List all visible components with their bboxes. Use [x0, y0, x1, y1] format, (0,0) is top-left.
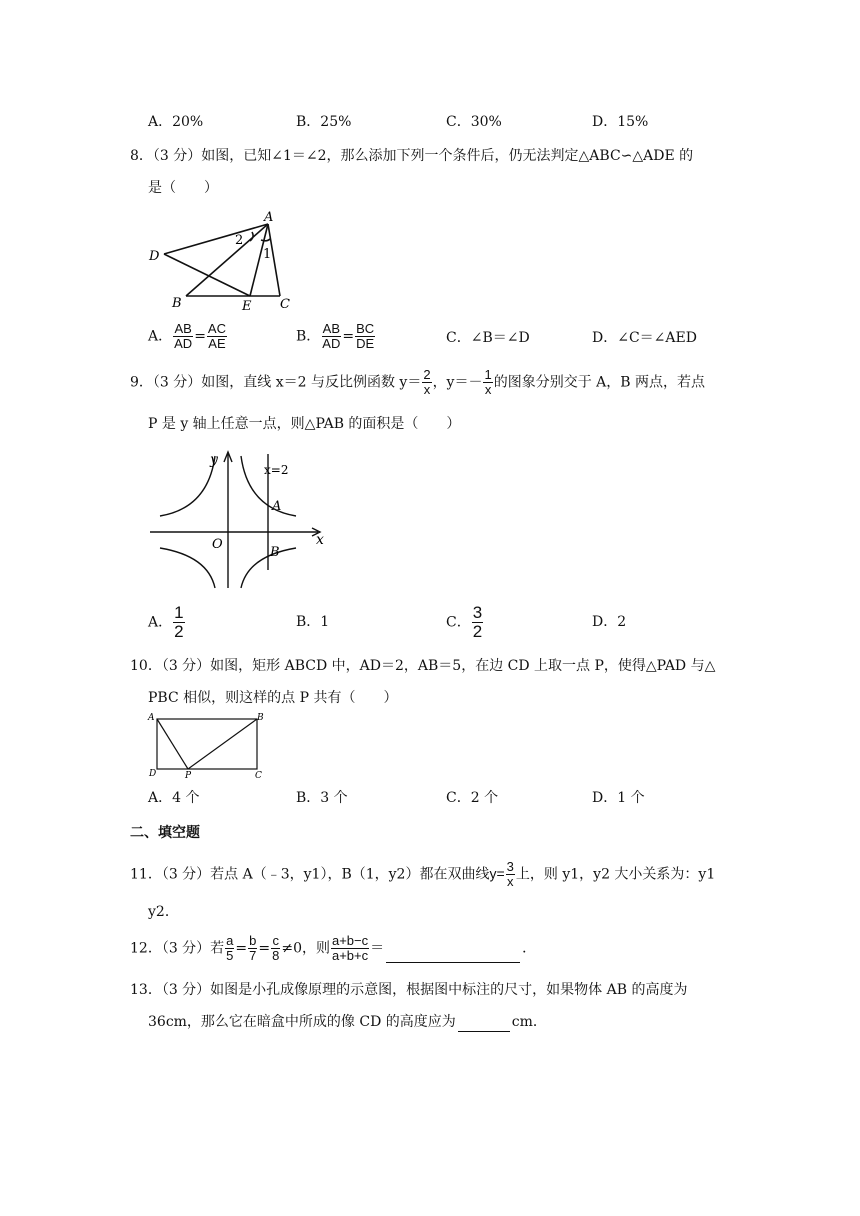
q10-option-a: A．4 个	[148, 790, 200, 806]
q8-option-c: C．∠B＝∠D	[446, 330, 530, 346]
q10-label-c: C	[255, 771, 262, 781]
q11-stem-pre: 11．（3 分）若点 A（﹣3，y1），B（1，y2）都在双曲线	[130, 866, 490, 883]
q11-stem-line1	[130, 860, 715, 889]
q8-label-b: B	[172, 296, 182, 311]
q10-option-b: B．3 个	[296, 790, 348, 806]
q8-a-den1: AD	[174, 336, 193, 351]
q13-stem-line2	[148, 1012, 547, 1032]
q12-b-num: b	[249, 933, 257, 948]
q9-c-num: 3	[472, 603, 483, 622]
q10-label-p: P	[185, 771, 192, 781]
q8-a-num1: AB	[174, 321, 192, 336]
q8-label-c: C	[280, 297, 290, 312]
q12-eq: ＝	[370, 940, 385, 957]
q9-option-b: B．1	[296, 614, 330, 630]
q9-frac2-num: 1	[484, 367, 492, 382]
q9-stem-mid: ，y＝－	[432, 374, 483, 391]
q11-frac-den: x	[507, 874, 514, 889]
q10-stem-line2: PBC 相似，则这样的点 P 共有（ ）	[148, 690, 398, 706]
q8-triangle-figure	[146, 210, 306, 314]
q8-option-b-prefix: B．	[296, 328, 321, 345]
q8-label-1: 1	[263, 247, 272, 262]
q9-option-a-prefix: A．	[148, 614, 173, 631]
q10-option-c: C．2 个	[446, 790, 499, 806]
q12-neq: ≠0，则	[281, 940, 330, 957]
q8-label-a: A	[264, 210, 274, 225]
q8-stem-line1: 8．（3 分）如图，已知∠1＝∠2，那么添加下列一个条件后，仍无法判定△ABC∽△ADE 的	[130, 148, 694, 164]
q12-end: ．	[522, 940, 537, 957]
q10-label-a: A	[148, 713, 155, 723]
q12-a-num: a	[226, 933, 234, 948]
q8-option-a-prefix: A．	[148, 328, 173, 345]
q12-answer-blank[interactable]	[386, 961, 520, 963]
q10-label-b: B	[257, 713, 264, 723]
q7-option-c: C．30%	[446, 114, 502, 130]
q9-frac1-den: x	[423, 382, 431, 397]
q8-b-den1: AD	[322, 336, 341, 351]
q13-stem-post: cm．	[511, 1014, 547, 1030]
q9-stem-post: 的图象分别交于 A，B 两点，若点	[493, 374, 706, 391]
q11-frac-lhs: y=	[489, 865, 505, 882]
q12-c-num: c	[272, 933, 279, 948]
q9-stem-line2: P 是 y 轴上任意一点，则△PAB 的面积是（ ）	[148, 416, 461, 432]
q9-label-o: O	[212, 537, 223, 552]
q11-stem-post: 上，则 y1，y2 大小关系为：y1	[515, 866, 716, 883]
q9-frac2-den: x	[484, 382, 492, 397]
q9-label-a: A	[272, 499, 282, 514]
q13-stem-pre: 36cm，那么它在暗盒中所成的像 CD 的高度应为	[148, 1014, 456, 1030]
q8-a-num2: AC	[207, 321, 226, 336]
q9-c-den: 2	[472, 622, 483, 641]
q13-answer-blank[interactable]	[458, 1030, 510, 1032]
q9-label-line: x=2	[264, 463, 289, 477]
q12-stem: 12．（3 分）若 $\frac{a}{5}$ = $\frac{b}{7}$ = $\frac{c}{8}$ ≠0，则 $\frac{a+b-c}{a+b+c}$ ＝ ．	[130, 933, 537, 963]
q13-stem-line1: 13．（3 分）如图是小孔成像原理的示意图，根据图中标注的尺寸，如果物体 AB 的高度为	[130, 982, 688, 998]
q11-frac-num: 3	[506, 859, 514, 874]
q9-a-num: 1	[174, 603, 184, 622]
q12-expr-num: a+b−c	[331, 933, 369, 948]
q9-label-b: B	[270, 545, 280, 560]
q8-b-num2: BC	[356, 321, 375, 336]
q8-option-d: D．∠C＝∠AED	[592, 330, 697, 346]
q8-stem-line2: 是（ ）	[148, 180, 218, 196]
q8-a-den2: AE	[208, 336, 226, 351]
q10-option-d: D．1 个	[592, 790, 645, 806]
q9-label-x: x	[316, 532, 324, 548]
q11-stem-line2: y2．	[148, 904, 179, 920]
q9-option-d: D．2	[592, 614, 627, 630]
q8-b-num1: AB	[322, 321, 340, 336]
q7-option-b: B．25%	[296, 114, 352, 130]
q10-rectangle-figure	[146, 710, 276, 784]
q8-label-d: D	[149, 249, 160, 264]
q9-option-a	[148, 604, 186, 641]
q7-option-a: A．20%	[148, 114, 204, 130]
section-heading: 二、填空题	[130, 825, 200, 841]
q9-frac1-num: 2	[423, 367, 431, 382]
q12-expr-den: a+b+c	[331, 948, 369, 963]
q12-c-den: 8	[272, 948, 280, 963]
q9-label-y: y	[210, 452, 218, 468]
q10-label-d: D	[149, 769, 157, 779]
q9-function-graph	[146, 448, 336, 592]
q8-label-2: 2	[235, 233, 244, 248]
q8-option-a: A． $\frac{AB}{AD}$ = $\frac{AC}{AE}$	[148, 321, 226, 351]
q12-a-den: 5	[226, 948, 234, 963]
q9-a-den: 2	[174, 622, 184, 641]
q7-option-d: D．15%	[592, 114, 649, 130]
q9-option-c-prefix: C．	[446, 614, 471, 631]
q9-option-c	[446, 604, 484, 641]
q12-stem-pre: 12．（3 分）若	[130, 940, 225, 957]
q8-b-den2: DE	[356, 336, 375, 351]
q8-option-b: B． $\frac{AB}{AD}$ = $\frac{BC}{DE}$	[296, 321, 375, 351]
q9-stem-line1	[130, 368, 705, 397]
q10-stem-line1: 10．（3 分）如图，矩形 ABCD 中，AD＝2，AB＝5，在边 CD 上取一点 P，使得△PAD 与△	[130, 658, 716, 674]
q12-b-den: 7	[249, 948, 257, 963]
q9-stem-pre: 9．（3 分）如图，直线 x＝2 与反比例函数 y＝	[130, 374, 422, 391]
q8-label-e: E	[242, 299, 252, 314]
